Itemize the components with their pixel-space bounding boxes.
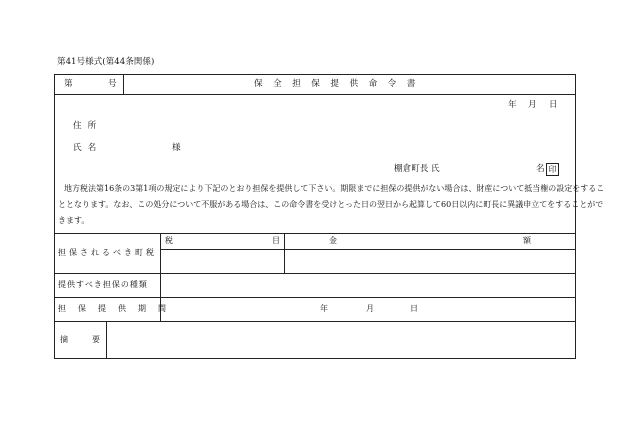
row-security-type-label: 提供すべき担保の種類: [58, 280, 148, 289]
col-amount-b: 額: [523, 236, 531, 245]
row-period-label: 担保提供期間: [58, 304, 178, 313]
remarks-cell[interactable]: [107, 322, 574, 357]
frame-left: [54, 74, 55, 358]
period-month: 月: [366, 304, 374, 313]
frame-bottom: [54, 358, 576, 359]
col-amount-a: 金: [329, 236, 337, 245]
body-line-3: きます。: [58, 216, 90, 225]
period-year: 年: [320, 304, 328, 313]
period-day: 日: [410, 304, 418, 313]
row2-bottom: [54, 297, 576, 298]
col-tax-item-a: 税: [165, 236, 173, 245]
form-number-label: 第41号様式(第44条関係): [57, 57, 155, 67]
honorific-sama: 様: [172, 143, 181, 153]
row-tax-to-secure-label: 担保されるべき町税: [58, 248, 157, 257]
form-title: 保全担保提供命令書: [254, 79, 426, 89]
issuer-shi: 氏: [431, 164, 440, 174]
date-month: 月: [528, 100, 537, 110]
header-number-divider: [123, 74, 124, 94]
date-year: 年: [508, 100, 517, 110]
body-line-1: 地方税法第16条の3第1項の規定により下記のとおり担保を提供して下さい。期限までに担保の提供がない場合は、財産について抵当権の設定をするこ: [64, 184, 605, 193]
official-seal-box: 印: [546, 163, 559, 176]
body-divider: [54, 233, 576, 234]
number-label: 第: [64, 79, 73, 89]
row-remarks-label: 摘要: [60, 335, 124, 344]
issuer-mei: 名: [536, 164, 545, 174]
name-label: 氏名: [73, 143, 103, 153]
issuer-title: 棚倉町長: [394, 164, 429, 174]
body-line-2: ととなります。なお、この処分について不服がある場合は、この命令書を受けとった日の翌日から起算して60日以内に町長に異議申立てをすることがで: [58, 200, 604, 209]
frame-right: [575, 74, 576, 358]
number-suffix: 号: [108, 79, 117, 89]
col-tax-item-b: 目: [272, 236, 280, 245]
frame-top: [54, 74, 576, 75]
amount-cell[interactable]: [285, 250, 574, 272]
tax-item-cell[interactable]: [161, 250, 283, 272]
security-type-cell[interactable]: [161, 274, 574, 296]
header-divider: [54, 94, 576, 95]
date-day: 日: [549, 100, 558, 110]
address-label: 住所: [73, 121, 103, 131]
